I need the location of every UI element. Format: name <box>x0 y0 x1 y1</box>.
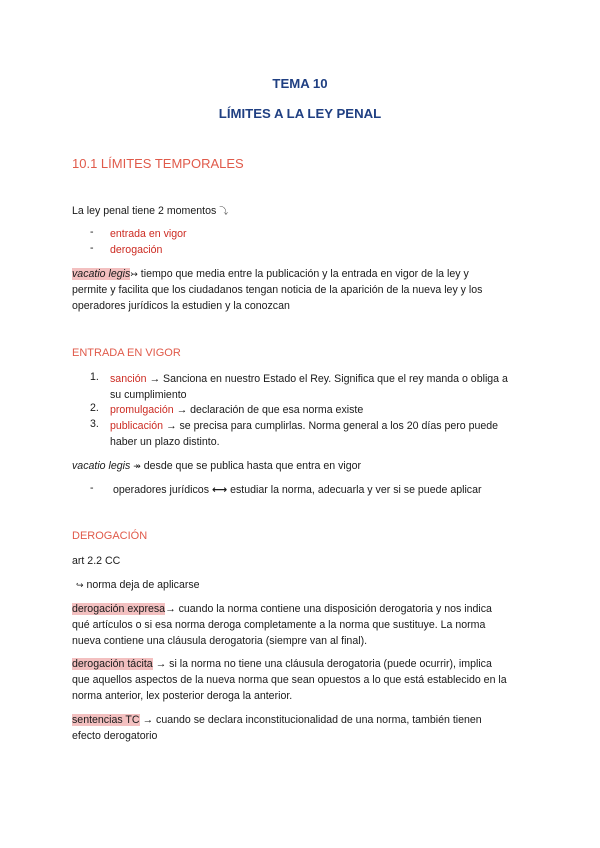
term-derogacion-tacita: derogación tácita <box>72 658 153 670</box>
vacatio-text: desde que se publica hasta que entra en vigor <box>140 460 362 472</box>
page-subtitle: LÍMITES A LA LEY PENAL <box>218 106 382 121</box>
item-text: se precisa para cumplirlas. Norma general a los 20 días pero puede <box>176 420 499 432</box>
arrow-icon: → <box>142 714 154 726</box>
vacatio-paragraph <box>72 266 530 314</box>
vacatio-text: permite y facilita que los ciudadanos tengan noticia de la aparición de la nueva ley y los <box>72 284 483 296</box>
paragraph-text: norma anterior, lex posterior deroga la anterior. <box>72 690 293 702</box>
list-item-promulgacion <box>110 402 530 418</box>
vacatio-text: operadores jurídicos la estudien y la conozcan <box>72 300 290 312</box>
term-sancion: sanción <box>110 373 147 385</box>
item-text: declaración de que esa norma existe <box>187 404 364 416</box>
hook-arrow-icon: ↪ <box>76 580 84 590</box>
curved-arrow-icon: ⤵ <box>219 206 229 216</box>
paragraph-text: si la norma no tiene una cláusula derogatoria (puede ocurrir), implica <box>166 658 492 670</box>
term-publicacion: publicación <box>110 420 164 432</box>
sub-note <box>76 577 534 593</box>
list-item-publicacion <box>110 418 530 450</box>
vacatio-line <box>72 458 530 474</box>
arrow-icon: → <box>149 373 161 385</box>
section-heading-entrada: ENTRADA EN VIGOR <box>72 347 181 359</box>
list-number: 2. <box>90 402 99 414</box>
paragraph-text: qué artículos o si esa norma deroga completamente a la norma que sustituye. La norma <box>72 619 486 631</box>
section-heading-derogacion: DEROGACIÓN <box>72 530 148 542</box>
paragraph-text: cuando la norma contiene una disposición derogatoria y nos indica <box>175 603 492 615</box>
vacatio-term: vacatio legis <box>72 268 131 280</box>
item-text: estudiar la norma, adecuarla y ver si se puede aplicar <box>227 484 482 496</box>
page-title: TEMA 10 <box>272 76 328 91</box>
list-item-derogacion: derogación <box>110 244 163 256</box>
arrow-icon: → <box>165 420 177 432</box>
bidirectional-arrow-icon: ⟷ <box>211 484 228 496</box>
intro-paragraph <box>72 203 530 219</box>
expresa-paragraph <box>72 601 530 649</box>
section-heading-limites-temporales: 10.1 LÍMITES TEMPORALES <box>72 156 244 171</box>
paragraph-text: que aquellos aspectos de la nueva norma que sean opuestos a lo que está establecido en la <box>72 674 507 686</box>
term-sentencias-tc: sentencias TC <box>72 714 140 726</box>
list-number: 3. <box>90 418 99 430</box>
note-text: norma deja de aplicarse <box>83 579 200 591</box>
term-derogacion-expresa: derogación expresa <box>72 603 166 615</box>
double-arrow-icon: ↠ <box>133 461 141 471</box>
list-item-operadores <box>113 482 533 498</box>
art-reference: art 2.2 CC <box>72 555 121 567</box>
arrow-icon: ↣ <box>130 269 138 279</box>
paragraph-text: nueva contiene una cláusula derogatoria (siempre van al final). <box>72 635 368 647</box>
tc-paragraph <box>72 712 530 744</box>
vacatio-text: tiempo que media entre la publicación y la entrada en vigor de la ley y <box>137 268 469 280</box>
item-text: Sanciona en nuestro Estado el Rey. Significa que el rey manda o obliga a <box>160 373 508 385</box>
term-promulgacion: promulgación <box>110 404 174 416</box>
item-text: operadores jurídicos <box>113 484 209 496</box>
arrow-icon: → <box>176 404 188 416</box>
bullet-dash: - <box>90 242 94 254</box>
list-item-entrada: entrada en vigor <box>110 228 187 240</box>
list-number: 1. <box>90 371 99 383</box>
bullet-dash: - <box>90 226 94 238</box>
bullet-dash: - <box>90 482 94 494</box>
list-item-sancion <box>110 371 530 403</box>
arrow-icon: → <box>155 658 167 670</box>
intro-text: La ley penal tiene 2 momentos <box>72 205 217 217</box>
arrow-icon: → <box>165 603 176 615</box>
paragraph-text: cuando se declara inconstitucionalidad de una norma, también tienen <box>153 714 482 726</box>
item-text: su cumplimiento <box>110 389 187 401</box>
item-text: haber un plazo distinto. <box>110 436 220 448</box>
paragraph-text: efecto derogatorio <box>72 730 158 742</box>
tacita-paragraph <box>72 656 530 704</box>
vacatio-term: vacatio legis <box>72 460 131 472</box>
